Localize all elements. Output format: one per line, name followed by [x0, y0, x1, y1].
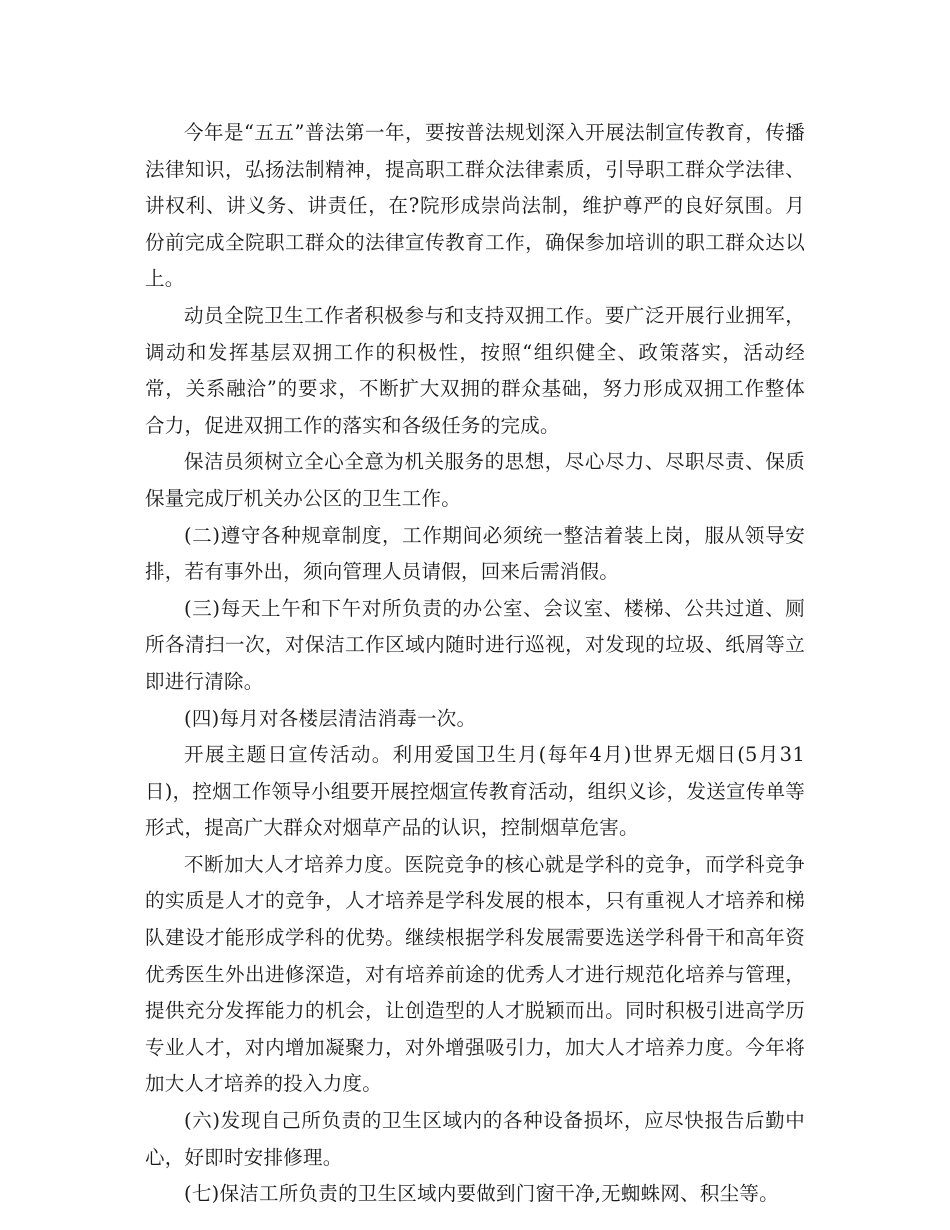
paragraph-rule-6: (六)发现自己所负责的卫生区域内的各种设备损坏，应尽快报告后勤中心，好即时安排修理。: [145, 1109, 805, 1169]
paragraph-talent-training: 不断加大人才培养力度。医院竞争的核心就是学科的竞争，而学科竞争的实质是人才的竞争，人才培养是学科发展的根本，只有重视人才培养和梯队建设才能形成学科的优势。继续根据学科发展需要选送学科骨干和高年资优秀医生外出进修深造，对有培养前途的优秀人才进行规范化培养与管理，提供充分发挥能力的机会，让创造型的人才脱颖而出。同时积极引进高学历专业人才，对内增加凝聚力，对外增强吸引力，加大人才培养力度。今年将加大人才培养的投入力度。: [145, 852, 805, 1096]
paragraph-rule-4: (四)每月对各楼层清洁消毒一次。: [184, 706, 477, 730]
paragraph-law-education: 今年是“五五”普法第一年，要按普法规划深入开展法制宣传教育，传播法律知识，弘扬法制精神，提高职工群众法律素质，引导职工群众学法律、讲权利、讲义务、讲责任，在?院形成崇尚法制，维护尊严的良好氛围。月份前完成全院职工群众的法律宣传教育工作，确保参加培训的职工群众达以上。: [145, 121, 805, 291]
paragraph-rule-3: (三)每天上午和下午对所负责的办公室、会议室、楼梯、公共过道、厕所各清扫一次，对保洁工作区域内随时进行巡视，对发现的垃圾、纸屑等立即进行清除。: [145, 596, 805, 693]
paragraph-cleaner-duty: 保洁员须树立全心全意为机关服务的思想，尽心尽力、尽职尽责、保质保量完成厅机关办公区的卫生工作。: [145, 450, 805, 510]
paragraph-theme-day: 开展主题日宣传活动。利用爱国卫生月(每年4月)世界无烟日(5月31日)，控烟工作领导小组要开展控烟宣传教育活动，组织义诊，发送宣传单等形式，提高广大群众对烟草产品的认识，控制烟草危害。: [145, 743, 805, 840]
document-body: [145, 115, 805, 1213]
paragraph-military-support: 动员全院卫生工作者积极参与和支持双拥工作。要广泛开展行业拥军，调动和发挥基层双拥工作的积极性，按照“组织健全、政策落实，活动经常，关系融洽”的要求，不断扩大双拥的群众基础，努力形成双拥工作整体合力，促进双拥工作的落实和各级任务的完成。: [145, 303, 805, 437]
paragraph-rule-7: (七)保洁工所负责的卫生区域内要做到门窗干净,无蜘蛛网、积尘等。: [184, 1182, 779, 1206]
paragraph-rule-2: (二)遵守各种规章制度，工作期间必须统一整洁着装上岗，服从领导安排，若有事外出，须向管理人员请假，回来后需消假。: [145, 523, 805, 584]
